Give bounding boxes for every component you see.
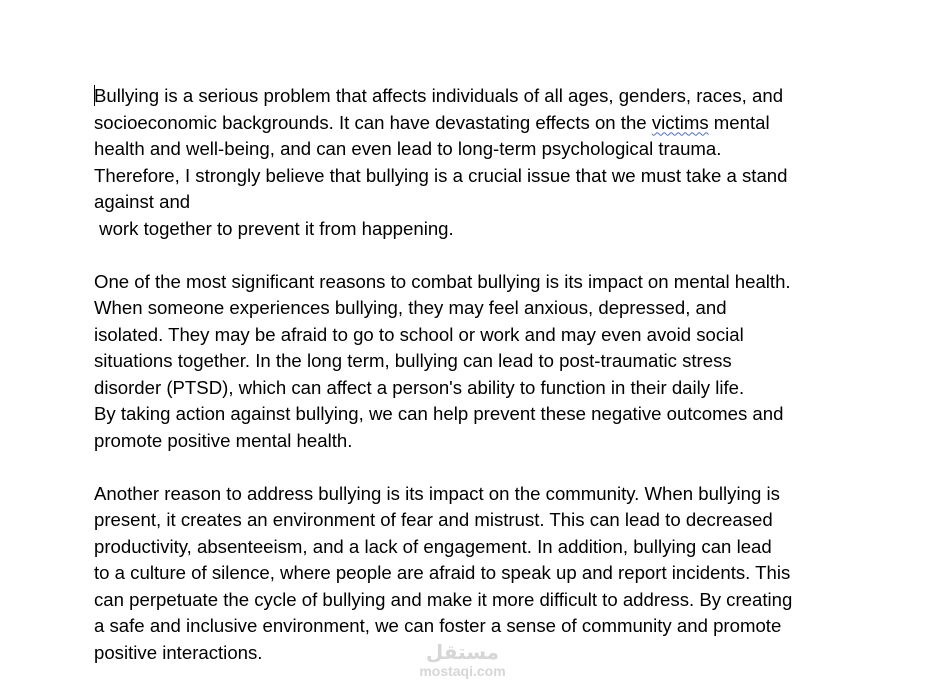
text-run: productivity, absenteeism, and a lack of engagement. In addition, bullying can lead	[94, 535, 772, 557]
text-line	[94, 481, 894, 508]
blank-line	[94, 242, 894, 269]
text-run: health and well-being, and can even lead to long-term psychological trauma.	[94, 138, 722, 159]
text-line	[94, 375, 894, 402]
text-line	[94, 534, 894, 561]
text-line	[94, 269, 894, 296]
text-run: mental	[708, 111, 770, 133]
text-line	[94, 83, 894, 110]
text-run: can perpetuate the cycle of bullying and make it more difficult to address. By creating	[94, 588, 793, 610]
text-line	[94, 560, 894, 587]
text-line	[94, 640, 894, 667]
text-run: isolated. They may be afraid to go to school or work and may even avoid social	[94, 323, 744, 345]
text-line	[94, 428, 894, 455]
text-line	[94, 295, 894, 322]
text-run: promote positive mental health.	[94, 429, 353, 451]
text-line	[94, 163, 894, 190]
spellcheck-flagged-word[interactable]: victims	[651, 111, 709, 133]
paragraph	[94, 83, 894, 242]
text-run: work together to prevent it from happening.	[94, 217, 454, 239]
text-run: present, it creates an environment of fear and mistrust. This can lead to decreased	[94, 509, 773, 530]
watermark-arabic: مستقل	[425, 640, 500, 664]
text-line	[94, 216, 894, 243]
text-line	[94, 507, 894, 534]
paragraph	[94, 269, 894, 455]
text-line	[94, 189, 894, 216]
text-run: socioeconomic backgrounds. It can have devastating effects on the	[94, 111, 652, 133]
text-line	[94, 110, 894, 137]
text-run: One of the most significant reasons to combat bullying is its impact on mental health.	[94, 270, 791, 292]
text-run: situations together. In the long term, bullying can lead to post-traumatic stress	[94, 350, 732, 371]
text-run: Bullying is a serious problem that affects individuals of all ages, genders, races, and	[94, 85, 784, 106]
watermark-latin: mostaqi.com	[419, 663, 506, 679]
text-run: By taking action against bullying, we can help prevent these negative outcomes and	[94, 403, 784, 424]
text-run: against and	[94, 191, 191, 212]
text-line	[94, 401, 894, 428]
text-run: disorder (PTSD), which can affect a person's ability to function in their daily life.	[94, 376, 745, 398]
text-line	[94, 322, 894, 349]
text-run: a safe and inclusive environment, we can foster a sense of community and promote	[94, 615, 782, 636]
document-body[interactable]	[94, 83, 894, 666]
text-line	[94, 613, 894, 640]
text-line	[94, 587, 894, 614]
paragraph	[94, 481, 894, 667]
text-run: positive interactions.	[94, 641, 263, 663]
text-run: Therefore, I strongly believe that bullying is a crucial issue that we must take a stand	[94, 164, 788, 186]
text-run: Another reason to address bullying is its impact on the community. When bullying is	[94, 482, 780, 504]
text-line	[94, 348, 894, 375]
text-run: to a culture of silence, where people are afraid to speak up and report incidents. This	[94, 562, 791, 583]
text-line	[94, 136, 894, 163]
blank-line	[94, 454, 894, 481]
text-run: When someone experiences bullying, they may feel anxious, depressed, and	[94, 297, 727, 318]
